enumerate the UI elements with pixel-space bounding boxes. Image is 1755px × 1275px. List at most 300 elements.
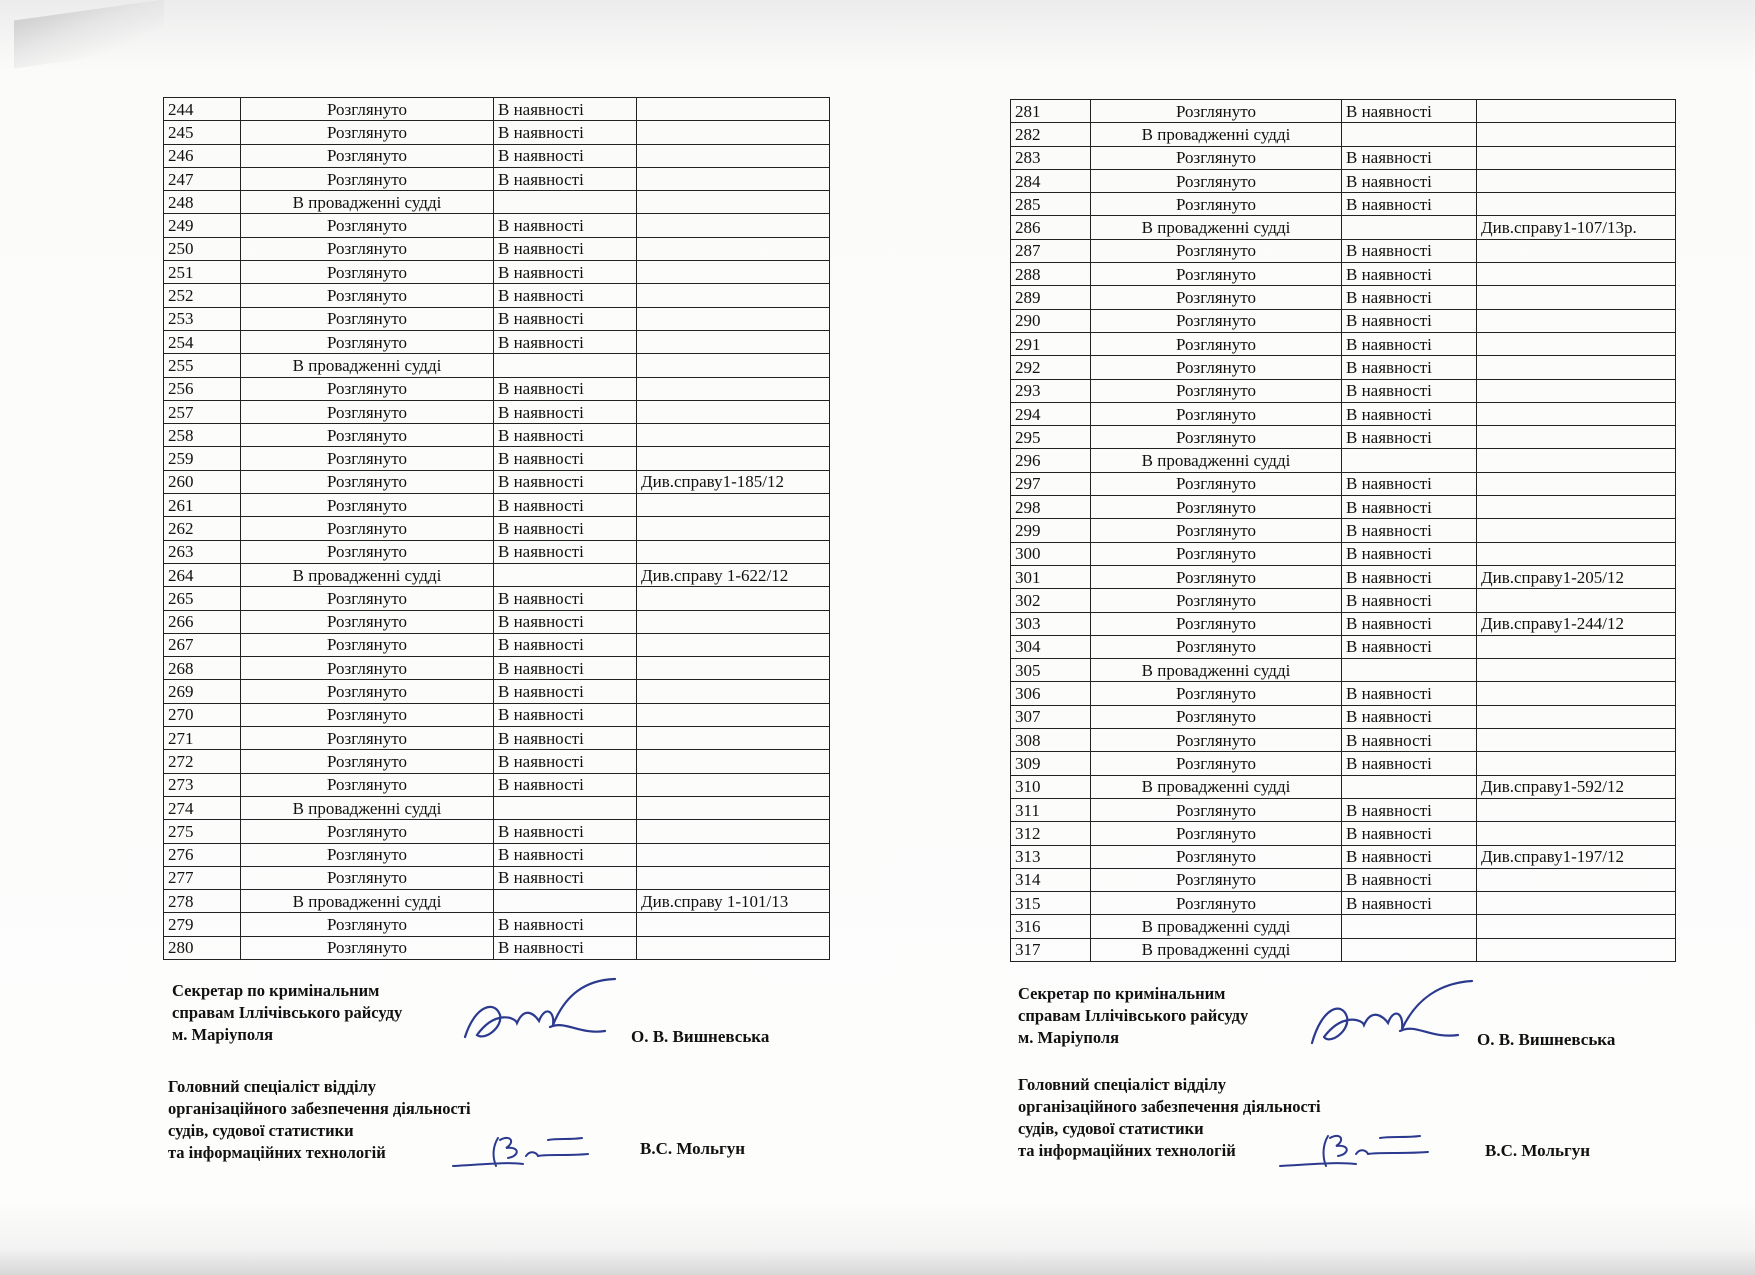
row-number-cell: 275 [164, 820, 241, 843]
case-status-cell: Розглянуто [241, 424, 494, 447]
cross-reference-cell [637, 191, 830, 214]
case-status-cell: Розглянуто [241, 750, 494, 773]
cross-reference-cell [1477, 635, 1676, 658]
row-number-cell: 289 [1011, 286, 1091, 309]
cross-reference-cell [1477, 938, 1676, 961]
row-number-cell: 287 [1011, 239, 1091, 262]
availability-cell [494, 191, 637, 214]
table-row [1011, 332, 1676, 355]
availability-cell: В наявності [494, 703, 637, 726]
table-row [164, 494, 830, 517]
availability-cell: В наявності [1342, 798, 1477, 821]
cross-reference-cell [637, 540, 830, 563]
availability-cell: В наявності [494, 843, 637, 866]
cross-reference-cell [637, 98, 830, 121]
cross-reference-cell [637, 447, 830, 470]
case-status-cell: В провадженні судді [241, 191, 494, 214]
table-row [164, 796, 830, 819]
secretary-line: Секретар по кримінальним [172, 981, 380, 1000]
table-row [1011, 775, 1676, 798]
case-status-cell: Розглянуто [1091, 286, 1342, 309]
availability-cell: В наявності [1342, 565, 1477, 588]
cross-reference-cell [637, 773, 830, 796]
cross-reference-cell [637, 307, 830, 330]
availability-cell [1342, 915, 1477, 938]
register-table-left-body [164, 98, 830, 960]
row-number-cell: 303 [1011, 612, 1091, 635]
case-status-cell: Розглянуто [1091, 356, 1342, 379]
case-status-cell: Розглянуто [1091, 239, 1342, 262]
table-row [164, 400, 830, 423]
cross-reference-cell [1477, 356, 1676, 379]
row-number-cell: 282 [1011, 123, 1091, 146]
availability-cell [1342, 449, 1477, 472]
table-row [1011, 659, 1676, 682]
specialist-line: та інформаційних технологій [168, 1143, 386, 1162]
availability-cell: В наявності [494, 540, 637, 563]
availability-cell: В наявності [1342, 612, 1477, 635]
table-row [1011, 286, 1676, 309]
table-row [164, 843, 830, 866]
case-status-cell: Розглянуто [241, 727, 494, 750]
availability-cell [1342, 938, 1477, 961]
table-row [164, 540, 830, 563]
row-number-cell: 248 [164, 191, 241, 214]
cross-reference-cell [637, 587, 830, 610]
table-row [164, 913, 830, 936]
specialist-line: організаційного забезпечення діяльності [1018, 1097, 1321, 1116]
cross-reference-cell [637, 214, 830, 237]
page-corner-shadow [14, 0, 164, 69]
availability-cell: В наявності [1342, 519, 1477, 542]
case-status-cell: Розглянуто [1091, 402, 1342, 425]
table-row [1011, 705, 1676, 728]
availability-cell: В наявності [494, 447, 637, 470]
case-status-cell: Розглянуто [241, 587, 494, 610]
register-table-left [163, 97, 830, 960]
availability-cell: В наявності [1342, 635, 1477, 658]
cross-reference-cell [1477, 519, 1676, 542]
case-status-cell: В провадженні судді [1091, 659, 1342, 682]
availability-cell: В наявності [1342, 263, 1477, 286]
row-number-cell: 313 [1011, 845, 1091, 868]
row-number-cell: 302 [1011, 589, 1091, 612]
table-row [1011, 682, 1676, 705]
table-row [164, 447, 830, 470]
cross-reference-cell [1477, 332, 1676, 355]
cross-reference-cell [637, 866, 830, 889]
row-number-cell: 260 [164, 470, 241, 493]
case-status-cell: Розглянуто [1091, 729, 1342, 752]
availability-cell: В наявності [494, 307, 637, 330]
case-status-cell: Розглянуто [1091, 822, 1342, 845]
table-row [164, 820, 830, 843]
table-row [164, 890, 830, 913]
row-number-cell: 264 [164, 563, 241, 586]
secretary-signature-left [455, 975, 630, 1055]
availability-cell: В наявності [494, 820, 637, 843]
case-status-cell: Розглянуто [241, 680, 494, 703]
row-number-cell: 272 [164, 750, 241, 773]
table-row [1011, 263, 1676, 286]
case-status-cell: Розглянуто [1091, 100, 1342, 123]
row-number-cell: 267 [164, 633, 241, 656]
availability-cell: В наявності [1342, 286, 1477, 309]
cross-reference-cell [1477, 798, 1676, 821]
row-number-cell: 268 [164, 657, 241, 680]
case-status-cell: Розглянуто [1091, 635, 1342, 658]
case-status-cell: Розглянуто [1091, 565, 1342, 588]
availability-cell: В наявності [1342, 845, 1477, 868]
case-status-cell: Розглянуто [241, 167, 494, 190]
case-status-cell: Розглянуто [1091, 379, 1342, 402]
cross-reference-cell [637, 424, 830, 447]
case-status-cell: В провадженні судді [1091, 775, 1342, 798]
case-status-cell: Розглянуто [1091, 589, 1342, 612]
case-status-cell: Розглянуто [241, 237, 494, 260]
cross-reference-cell [1477, 729, 1676, 752]
case-status-cell: Розглянуто [241, 610, 494, 633]
availability-cell [494, 890, 637, 913]
case-status-cell: В провадженні судді [1091, 938, 1342, 961]
table-row [164, 424, 830, 447]
row-number-cell: 290 [1011, 309, 1091, 332]
table-row [1011, 822, 1676, 845]
row-number-cell: 300 [1011, 542, 1091, 565]
table-row [1011, 356, 1676, 379]
availability-cell: В наявності [1342, 589, 1477, 612]
table-row [1011, 496, 1676, 519]
table-row [164, 167, 830, 190]
availability-cell: В наявності [1342, 146, 1477, 169]
availability-cell [1342, 775, 1477, 798]
case-status-cell: Розглянуто [1091, 146, 1342, 169]
row-number-cell: 304 [1011, 635, 1091, 658]
cross-reference-cell [637, 680, 830, 703]
row-number-cell: 280 [164, 936, 241, 959]
availability-cell: В наявності [494, 610, 637, 633]
case-status-cell: Розглянуто [241, 214, 494, 237]
row-number-cell: 317 [1011, 938, 1091, 961]
availability-cell: В наявності [1342, 729, 1477, 752]
case-status-cell: Розглянуто [1091, 519, 1342, 542]
row-number-cell: 310 [1011, 775, 1091, 798]
table-row [1011, 868, 1676, 891]
availability-cell: В наявності [494, 680, 637, 703]
secretary-signature-right [1300, 977, 1485, 1057]
table-row [1011, 729, 1676, 752]
row-number-cell: 314 [1011, 868, 1091, 891]
secretary-title-left [172, 980, 402, 1046]
availability-cell: В наявності [494, 773, 637, 796]
availability-cell: В наявності [1342, 239, 1477, 262]
availability-cell [1342, 123, 1477, 146]
availability-cell: В наявності [494, 913, 637, 936]
cross-reference-cell: Див.справу 1-622/12 [637, 563, 830, 586]
specialist-line: та інформаційних технологій [1018, 1141, 1236, 1160]
cross-reference-cell [637, 377, 830, 400]
specialist-line: Головний спеціаліст відділу [1018, 1075, 1227, 1094]
table-row [164, 330, 830, 353]
case-status-cell: Розглянуто [241, 330, 494, 353]
table-row [1011, 449, 1676, 472]
row-number-cell: 274 [164, 796, 241, 819]
case-status-cell: Розглянуто [241, 470, 494, 493]
case-status-cell: В провадженні судді [241, 354, 494, 377]
availability-cell [494, 563, 637, 586]
case-status-cell: В провадженні судді [1091, 123, 1342, 146]
case-status-cell: Розглянуто [1091, 798, 1342, 821]
availability-cell: В наявності [494, 214, 637, 237]
table-row [1011, 169, 1676, 192]
cross-reference-cell [1477, 146, 1676, 169]
row-number-cell: 278 [164, 890, 241, 913]
case-status-cell: В провадженні судді [241, 563, 494, 586]
availability-cell: В наявності [494, 400, 637, 423]
row-number-cell: 254 [164, 330, 241, 353]
table-row [164, 214, 830, 237]
cross-reference-cell [637, 167, 830, 190]
table-row [1011, 565, 1676, 588]
case-status-cell: В провадженні судді [241, 796, 494, 819]
case-status-cell: Розглянуто [241, 307, 494, 330]
availability-cell: В наявності [494, 750, 637, 773]
table-row [164, 610, 830, 633]
cross-reference-cell [1477, 379, 1676, 402]
specialist-line: судів, судової статистики [168, 1121, 354, 1140]
row-number-cell: 307 [1011, 705, 1091, 728]
table-row [1011, 845, 1676, 868]
availability-cell: В наявності [1342, 705, 1477, 728]
row-number-cell: 247 [164, 167, 241, 190]
specialist-name-left: В.С. Мольгун [640, 1139, 746, 1158]
availability-cell: В наявності [494, 377, 637, 400]
case-status-cell: Розглянуто [241, 820, 494, 843]
table-row [164, 144, 830, 167]
cross-reference-cell [1477, 193, 1676, 216]
secretary-line: Секретар по кримінальним [1018, 984, 1226, 1003]
specialist-title-left [168, 1076, 471, 1164]
specialist-signature-right [1276, 1124, 1436, 1176]
register-table-right-body [1011, 100, 1676, 962]
availability-cell: В наявності [494, 494, 637, 517]
table-row [164, 377, 830, 400]
cross-reference-cell [1477, 892, 1676, 915]
availability-cell: В наявності [1342, 496, 1477, 519]
cross-reference-cell [637, 633, 830, 656]
table-row [1011, 426, 1676, 449]
cross-reference-cell [1477, 263, 1676, 286]
row-number-cell: 288 [1011, 263, 1091, 286]
row-number-cell: 252 [164, 284, 241, 307]
case-status-cell: Розглянуто [241, 913, 494, 936]
case-status-cell: Розглянуто [241, 494, 494, 517]
secretary-line: м. Маріуполя [1018, 1028, 1120, 1047]
availability-cell: В наявності [494, 470, 637, 493]
row-number-cell: 309 [1011, 752, 1091, 775]
case-status-cell: Розглянуто [1091, 426, 1342, 449]
table-row [1011, 123, 1676, 146]
row-number-cell: 306 [1011, 682, 1091, 705]
table-row [1011, 309, 1676, 332]
availability-cell: В наявності [494, 330, 637, 353]
table-row [164, 191, 830, 214]
cross-reference-cell [637, 144, 830, 167]
specialist-line: організаційного забезпечення діяльності [168, 1099, 471, 1118]
case-status-cell: Розглянуто [1091, 193, 1342, 216]
row-number-cell: 279 [164, 913, 241, 936]
availability-cell: В наявності [494, 98, 637, 121]
table-row [164, 680, 830, 703]
case-status-cell: Розглянуто [1091, 682, 1342, 705]
cross-reference-cell [1477, 868, 1676, 891]
cross-reference-cell: Див.справу1-185/12 [637, 470, 830, 493]
availability-cell: В наявності [1342, 379, 1477, 402]
row-number-cell: 244 [164, 98, 241, 121]
row-number-cell: 259 [164, 447, 241, 470]
row-number-cell: 291 [1011, 332, 1091, 355]
case-status-cell: В провадженні судді [1091, 915, 1342, 938]
table-row [1011, 752, 1676, 775]
cross-reference-cell [637, 354, 830, 377]
availability-cell [1342, 659, 1477, 682]
availability-cell [1342, 216, 1477, 239]
cross-reference-cell [637, 936, 830, 959]
case-status-cell: Розглянуто [241, 633, 494, 656]
cross-reference-cell [637, 121, 830, 144]
row-number-cell: 297 [1011, 472, 1091, 495]
cross-reference-cell [637, 261, 830, 284]
cross-reference-cell [637, 517, 830, 540]
table-row [164, 866, 830, 889]
table-row [1011, 100, 1676, 123]
case-status-cell: Розглянуто [1091, 263, 1342, 286]
case-status-cell: Розглянуто [241, 144, 494, 167]
cross-reference-cell [637, 284, 830, 307]
cross-reference-cell [1477, 449, 1676, 472]
cross-reference-cell [637, 727, 830, 750]
row-number-cell: 296 [1011, 449, 1091, 472]
table-row [164, 354, 830, 377]
case-status-cell: Розглянуто [241, 377, 494, 400]
table-row [164, 750, 830, 773]
cross-reference-cell [1477, 309, 1676, 332]
cross-reference-cell [637, 610, 830, 633]
row-number-cell: 311 [1011, 798, 1091, 821]
row-number-cell: 308 [1011, 729, 1091, 752]
availability-cell: В наявності [494, 633, 637, 656]
row-number-cell: 263 [164, 540, 241, 563]
row-number-cell: 255 [164, 354, 241, 377]
availability-cell: В наявності [1342, 193, 1477, 216]
availability-cell: В наявності [494, 936, 637, 959]
case-status-cell: Розглянуто [241, 261, 494, 284]
availability-cell: В наявності [1342, 332, 1477, 355]
cross-reference-cell [1477, 496, 1676, 519]
table-row [164, 563, 830, 586]
row-number-cell: 245 [164, 121, 241, 144]
table-row [164, 633, 830, 656]
case-status-cell: Розглянуто [1091, 542, 1342, 565]
row-number-cell: 285 [1011, 193, 1091, 216]
specialist-signature-left [448, 1126, 598, 1176]
register-table-right [1010, 99, 1676, 962]
table-row [1011, 635, 1676, 658]
availability-cell: В наявності [1342, 356, 1477, 379]
row-number-cell: 315 [1011, 892, 1091, 915]
availability-cell: В наявності [1342, 309, 1477, 332]
cross-reference-cell [637, 843, 830, 866]
table-row [164, 470, 830, 493]
table-row [164, 307, 830, 330]
availability-cell: В наявності [494, 587, 637, 610]
case-status-cell: Розглянуто [241, 657, 494, 680]
table-row [164, 703, 830, 726]
table-row [1011, 519, 1676, 542]
case-status-cell: Розглянуто [241, 540, 494, 563]
cross-reference-cell: Див.справу1-244/12 [1477, 612, 1676, 635]
row-number-cell: 258 [164, 424, 241, 447]
table-row [1011, 915, 1676, 938]
page-bottom-shadow [0, 1249, 1755, 1275]
availability-cell: В наявності [1342, 169, 1477, 192]
table-row [164, 261, 830, 284]
row-number-cell: 269 [164, 680, 241, 703]
case-status-cell: Розглянуто [241, 400, 494, 423]
table-row [1011, 146, 1676, 169]
secretary-line: справам Іллічівського райсуду [1018, 1006, 1249, 1025]
specialist-name-right: В.С. Мольгун [1485, 1141, 1591, 1160]
availability-cell: В наявності [494, 517, 637, 540]
row-number-cell: 281 [1011, 100, 1091, 123]
availability-cell: В наявності [1342, 682, 1477, 705]
cross-reference-cell [637, 703, 830, 726]
cross-reference-cell [1477, 682, 1676, 705]
cross-reference-cell [637, 750, 830, 773]
case-status-cell: Розглянуто [1091, 752, 1342, 775]
availability-cell: В наявності [1342, 892, 1477, 915]
row-number-cell: 284 [1011, 169, 1091, 192]
cross-reference-cell [637, 820, 830, 843]
case-status-cell: В провадженні судді [1091, 216, 1342, 239]
case-status-cell: Розглянуто [1091, 845, 1342, 868]
row-number-cell: 261 [164, 494, 241, 517]
cross-reference-cell [1477, 822, 1676, 845]
availability-cell: В наявності [1342, 100, 1477, 123]
cross-reference-cell [637, 913, 830, 936]
availability-cell [494, 796, 637, 819]
table-row [164, 121, 830, 144]
cross-reference-cell: Див.справу1-107/13р. [1477, 216, 1676, 239]
table-row [164, 517, 830, 540]
availability-cell: В наявності [494, 657, 637, 680]
availability-cell: В наявності [494, 167, 637, 190]
availability-cell: В наявності [1342, 402, 1477, 425]
row-number-cell: 286 [1011, 216, 1091, 239]
cross-reference-cell [1477, 659, 1676, 682]
table-row [1011, 892, 1676, 915]
cross-reference-cell [637, 330, 830, 353]
cross-reference-cell: Див.справу 1-101/13 [637, 890, 830, 913]
row-number-cell: 283 [1011, 146, 1091, 169]
table-row [1011, 542, 1676, 565]
availability-cell: В наявності [1342, 822, 1477, 845]
row-number-cell: 295 [1011, 426, 1091, 449]
case-status-cell: Розглянуто [241, 517, 494, 540]
row-number-cell: 299 [1011, 519, 1091, 542]
table-row [1011, 938, 1676, 961]
table-row [164, 98, 830, 121]
